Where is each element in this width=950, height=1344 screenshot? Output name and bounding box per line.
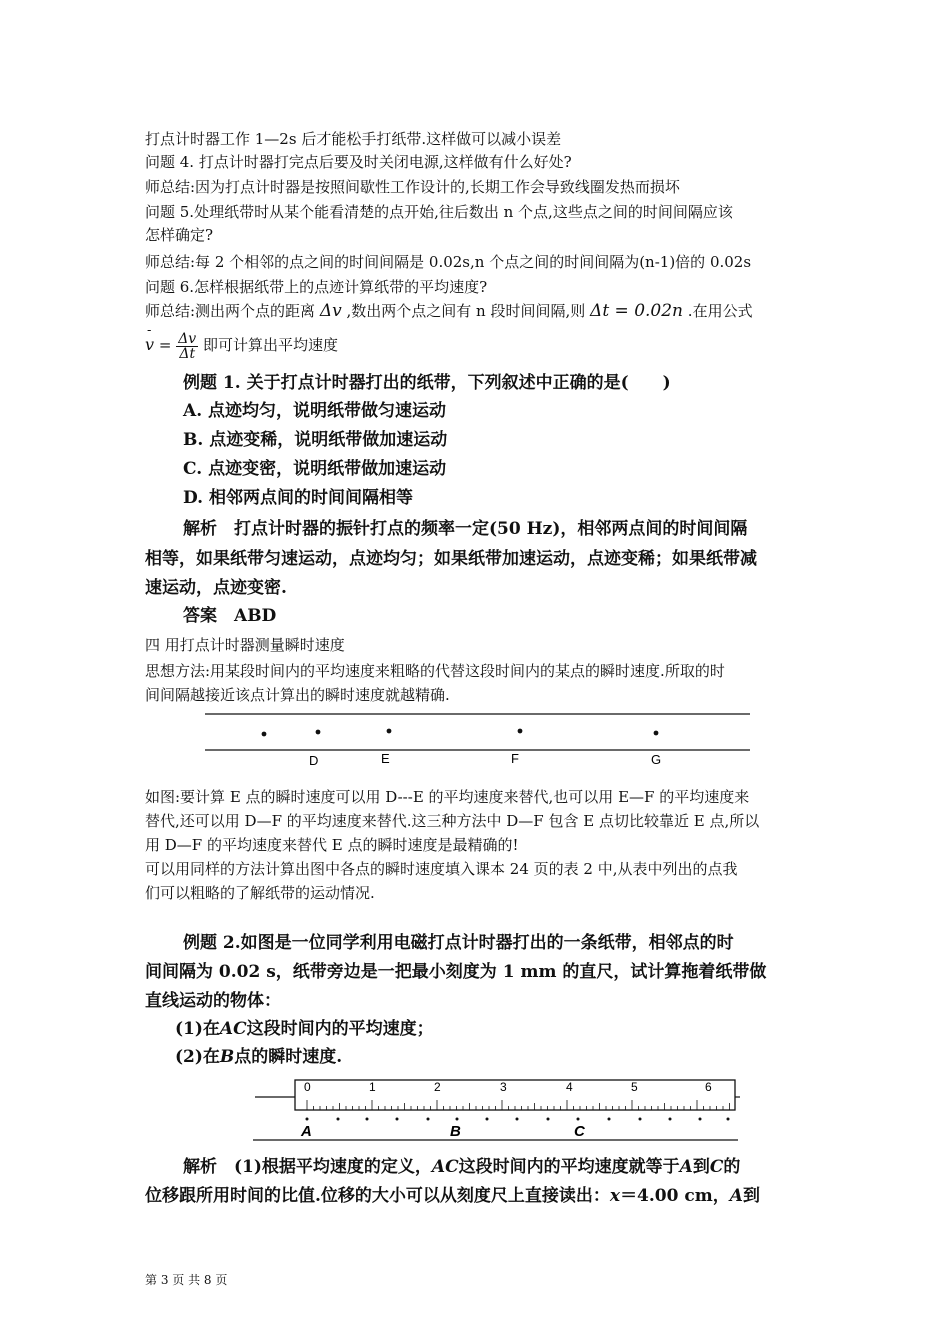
- text-line: 怎样确定?: [145, 226, 214, 244]
- text-fragment: .在用公式: [687, 302, 753, 320]
- tape-dot: [366, 1118, 369, 1121]
- ruler-number-3: 3: [500, 1080, 507, 1094]
- text-fragment: AC: [219, 1019, 247, 1039]
- tape-label-d: D: [309, 753, 319, 768]
- tape-dot: [486, 1118, 489, 1121]
- point-label-b: B: [450, 1123, 461, 1140]
- tape-dot: [669, 1118, 672, 1121]
- text-line: 打点计时器工作 1—2s 后才能松手打纸带.这样做可以减小误差: [145, 130, 562, 148]
- tape-dot: [699, 1118, 702, 1121]
- text-fragment: ,数出两个点之间有 n 段时间间隔,则: [346, 302, 586, 320]
- point-label-a: A: [301, 1123, 312, 1140]
- ruler-ticks: [307, 1100, 730, 1110]
- question-5: 问题 5.处理纸带时从某个能看清楚的点开始,往后数出 n 个点,这些点之间的时间间隔应该: [145, 203, 733, 221]
- text-fragment: (2)在: [175, 1047, 220, 1067]
- text-fragment: (1)在: [175, 1019, 220, 1039]
- text-fragment: 到: [692, 1157, 710, 1177]
- fraction-denominator: Δt: [179, 345, 196, 362]
- text-fragment: 即可计算出平均速度: [203, 336, 339, 354]
- text-fragment: A: [679, 1157, 693, 1177]
- ruler-body: [295, 1080, 735, 1110]
- tape-dot: [456, 1118, 459, 1121]
- math-delta-t: Δt = 0.02n: [590, 301, 684, 321]
- example1-answer: 答案 ABD: [183, 606, 277, 626]
- point-label-c: C: [574, 1123, 585, 1140]
- tape-dot: [516, 1118, 519, 1121]
- ruler-number-4: 4: [566, 1080, 573, 1094]
- text-fragment: A: [729, 1186, 743, 1206]
- ruler-tape-dots: [306, 1118, 730, 1121]
- tape-dot: [608, 1118, 611, 1121]
- example2-text: 直线运动的物体：: [145, 991, 281, 1011]
- ruler-number-2: 2: [434, 1080, 441, 1094]
- explanation-text: 替代,还可以用 D—F 的平均速度来替代.这三种方法中 D—F 包含 E 点切比较靠近 E 点,所以: [145, 812, 760, 830]
- ruler-number-0: 0: [304, 1080, 311, 1094]
- tape-dot: [547, 1118, 550, 1121]
- text-fragment: B: [219, 1047, 235, 1067]
- example1-option-d: D. 相邻两点间的时间间隔相等: [183, 488, 413, 508]
- text-fragment: 点的瞬时速度.: [234, 1047, 343, 1067]
- text-fragment: 位移跟所用时间的比值.位移的大小可以从刻度尺上直接读出：: [145, 1186, 610, 1206]
- text-fragment: 这段时间内的平均速度就等于: [458, 1157, 680, 1177]
- example2-analysis: [183, 1154, 740, 1180]
- tape-dot: [639, 1118, 642, 1121]
- example1-title: 例题 1. 关于打点计时器打出的纸带，下列叙述中正确的是( ): [183, 373, 671, 393]
- tape-label-e: E: [381, 751, 390, 766]
- teacher-summary: 师总结:每 2 个相邻的点之间的时间间隔是 0.02s,n 个点之间的时间间隔为(n-1)倍的 0.02s: [145, 253, 752, 271]
- method-text: 思想方法:用某段时间内的平均速度来粗略的代替这段时间内的某点的瞬时速度.所取的时: [145, 662, 725, 680]
- teacher-summary: 师总结:因为打点计时器是按照间歇性工作设计的,长期工作会导致线圈发热而损坏: [145, 178, 680, 196]
- tape-label-f: F: [511, 751, 519, 766]
- example2-text: 间间隔为 0.02 s，纸带旁边是一把最小刻度为 1 mm 的直尺，试计算拖着纸带做: [145, 962, 767, 982]
- explanation-text: 可以用同样的方法计算出图中各点的瞬时速度填入课本 24 页的表 2 中,从表中列出的点我: [145, 860, 738, 878]
- tape-dot: [306, 1118, 309, 1121]
- question-6: 问题 6.怎样根据纸带上的点迹计算纸带的平均速度?: [145, 278, 488, 296]
- section-heading: 四 用打点计时器测量瞬时速度: [145, 636, 345, 654]
- text-fragment: 这段时间内的平均速度；: [246, 1019, 434, 1039]
- tape-dot: [427, 1118, 430, 1121]
- ruler-number-6: 6: [705, 1080, 712, 1094]
- text-fragment: AC: [431, 1157, 459, 1177]
- example1-analysis: 相等，如果纸带匀速运动，点迹均匀；如果纸带加速运动，点迹变稀；如果纸带减: [145, 549, 757, 569]
- example1-option-c: C. 点迹变密，说明纸带做加速运动: [183, 459, 447, 479]
- explanation-text: 们可以粗略的了解纸带的运动情况.: [145, 884, 375, 902]
- example1-option-a: A. 点迹均匀，说明纸带做匀速运动: [183, 401, 447, 421]
- math-equals: =: [158, 336, 172, 354]
- fraction-numerator: Δv: [178, 330, 197, 347]
- method-text: 间间隔越接近该点计算出的瞬时速度就越精确.: [145, 686, 450, 704]
- math-v-bar: - v: [145, 330, 154, 360]
- ruler-number-5: 5: [631, 1080, 638, 1094]
- example2-analysis: [145, 1183, 760, 1209]
- math-delta-v: Δv: [319, 301, 342, 321]
- tape-label-g: G: [651, 752, 662, 767]
- text-fragment: 解析 (1)根据平均速度的定义，: [183, 1157, 432, 1177]
- explanation-text: 用 D—F 的平均速度来替代 E 点的瞬时速度是最精确的!: [145, 836, 519, 854]
- question-4: 问题 4. 打点计时器打完点后要及时关闭电源,这样做有什么好处?: [145, 153, 572, 171]
- tape-dot: [727, 1118, 730, 1121]
- tape-dot: [577, 1118, 580, 1121]
- ruler-number-1: 1: [369, 1080, 376, 1094]
- tape-dot: [337, 1118, 340, 1121]
- explanation-text: 如图:要计算 E 点的瞬时速度可以用 D---E 的平均速度来替代,也可以用 E—F 的平均速度来: [145, 788, 750, 806]
- example1-analysis: 解析 打点计时器的振针打点的频率一定(50 Hz)，相邻两点间的时间间隔: [183, 519, 748, 539]
- example1-analysis: 速运动，点迹变密.: [145, 578, 287, 598]
- example1-option-b: B. 点迹变稀，说明纸带做加速运动: [183, 430, 448, 450]
- text-fragment: x: [609, 1186, 621, 1206]
- example2-title: 例题 2.如图是一位同学利用电磁打点计时器打出的一条纸带，相邻点的时: [183, 933, 734, 953]
- text-fragment: C: [709, 1157, 724, 1177]
- text-fragment: 到: [742, 1186, 760, 1206]
- text-fragment: 的: [723, 1157, 741, 1177]
- text-fragment: 师总结:测出两个点的距离: [145, 302, 316, 320]
- tape-dot: [396, 1118, 399, 1121]
- text-fragment: ＝4.00 cm，: [620, 1186, 730, 1206]
- page-footer: 第 3 页 共 8 页: [145, 1273, 228, 1287]
